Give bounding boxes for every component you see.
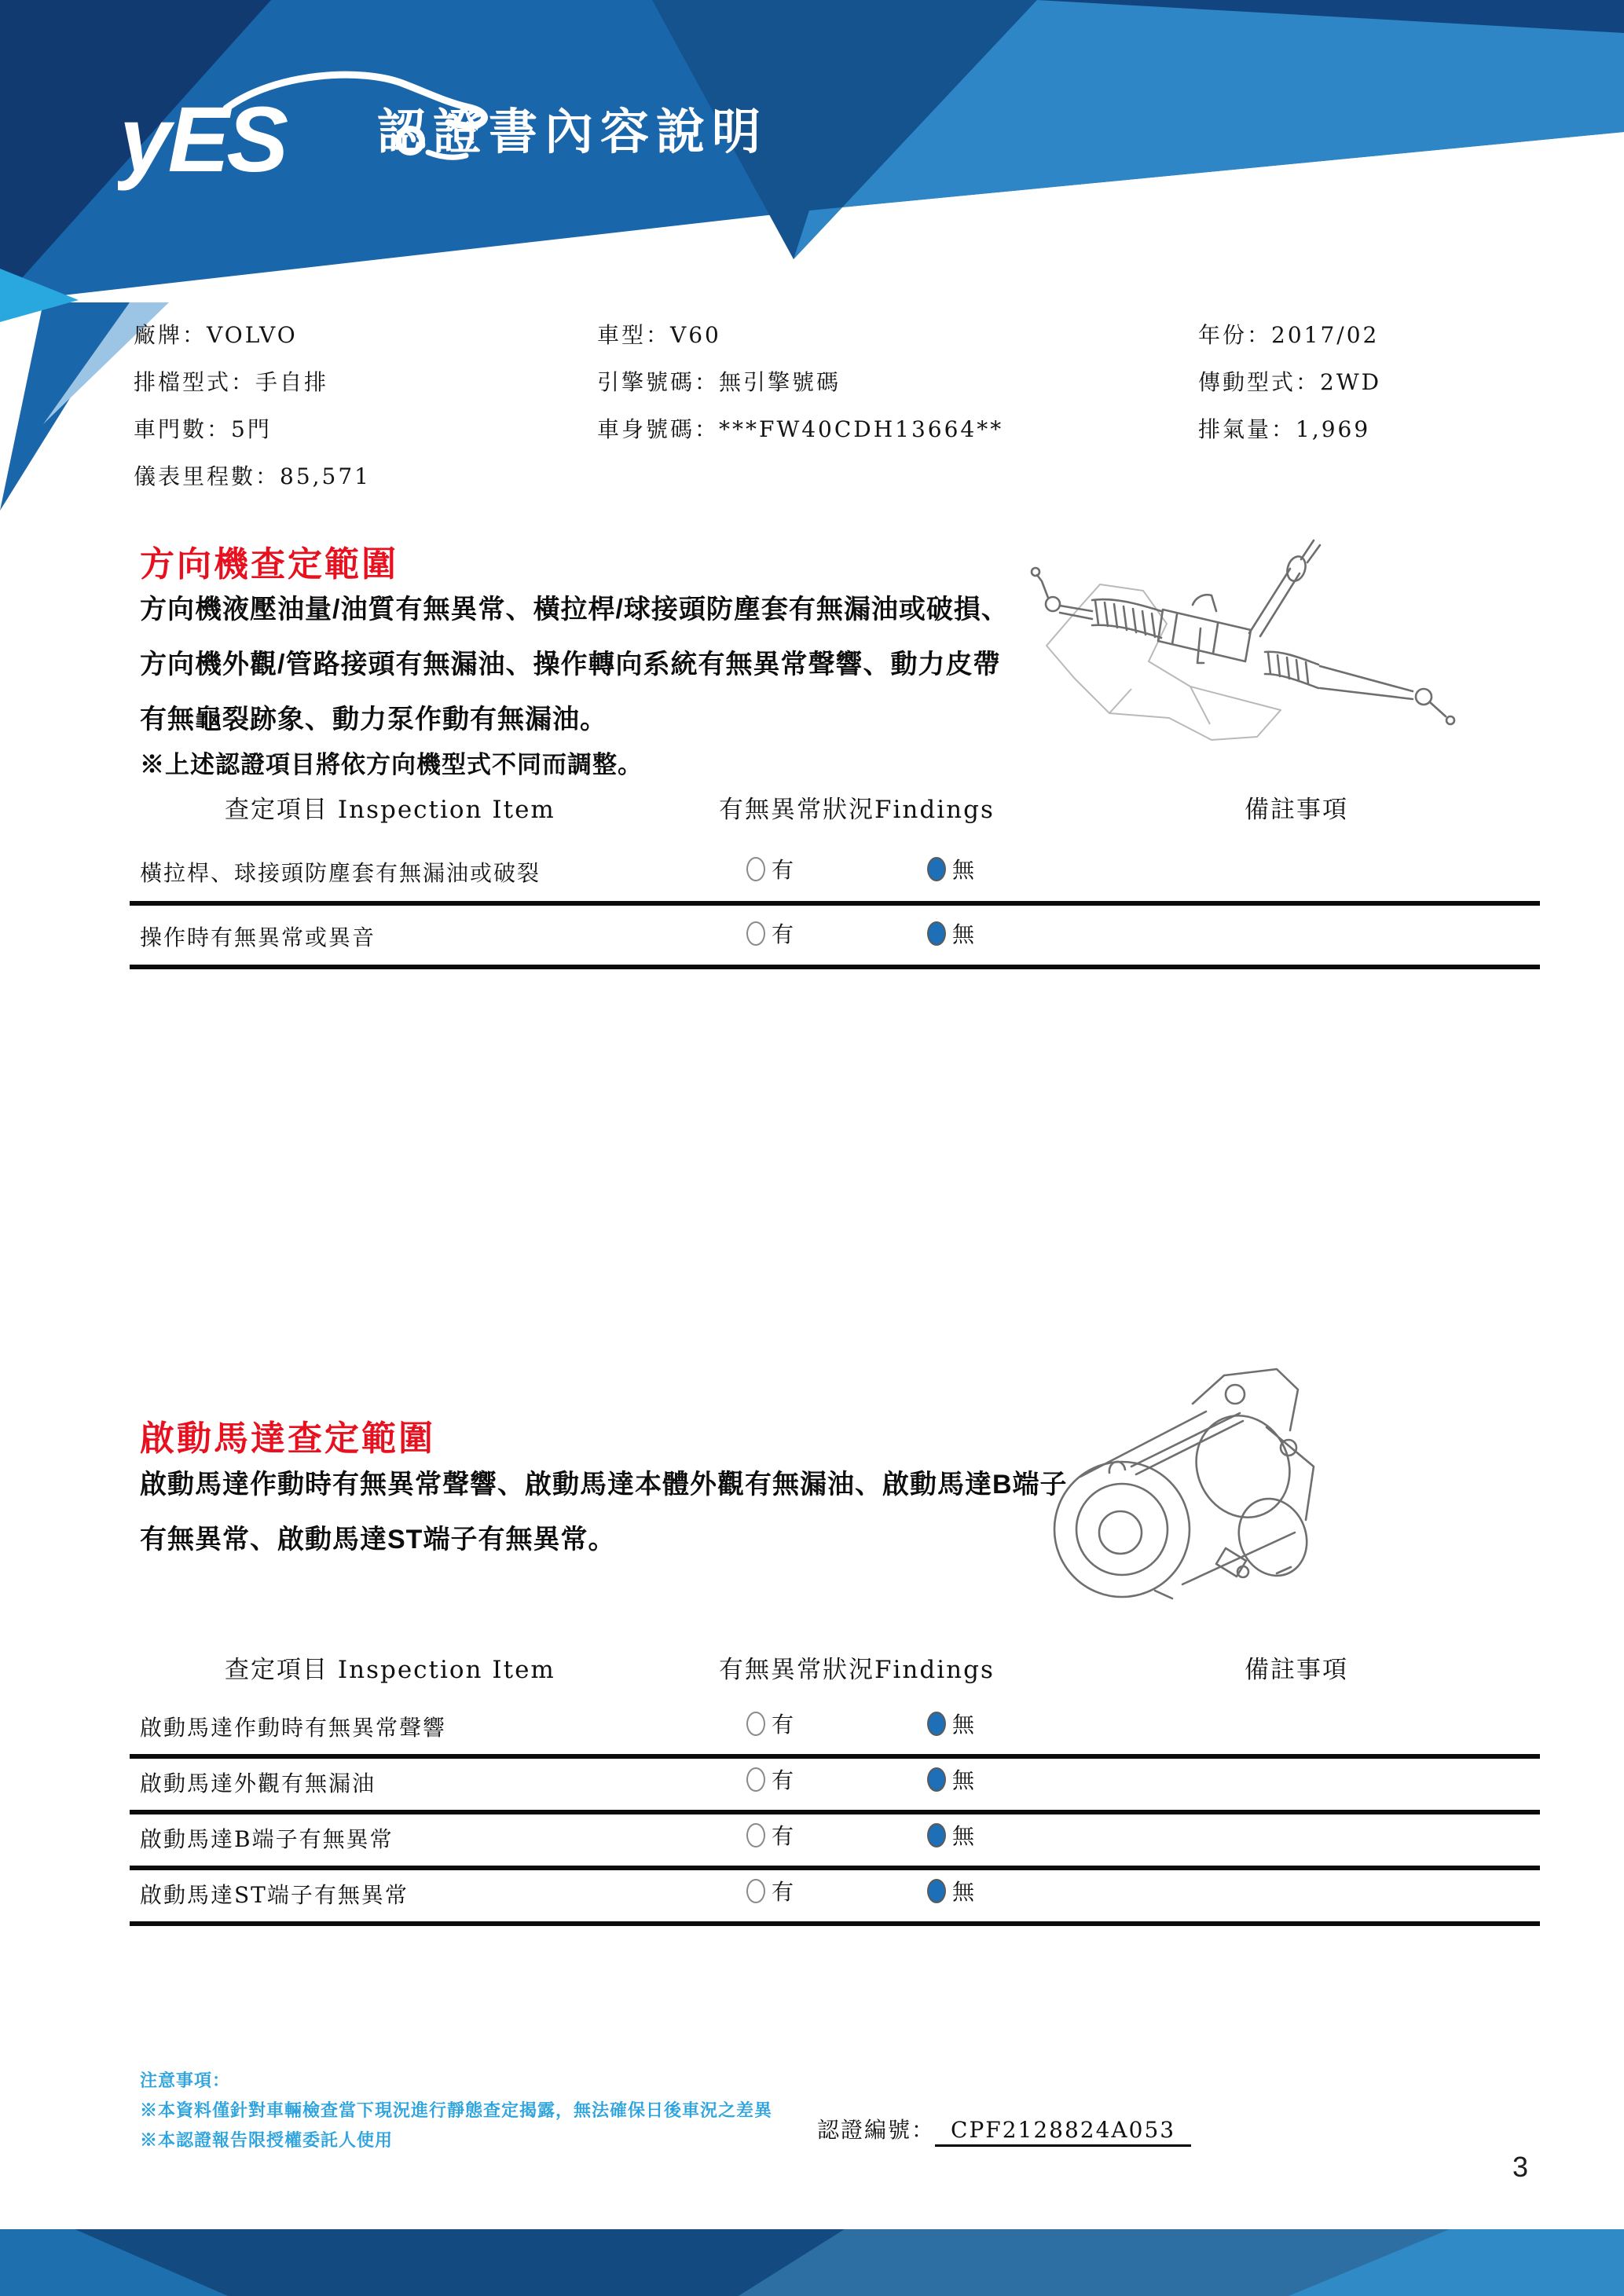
radio-option-yes[interactable]: 有 <box>746 1819 794 1851</box>
inspection-item-label: 啟動馬達作動時有無異常聲響 <box>140 1715 447 1741</box>
certificate-number <box>817 2113 1191 2144</box>
steering-adjust-note: ※上述認證項目將依方向機型式不同而調整。 <box>140 751 643 778</box>
radio-selected-icon[interactable] <box>927 921 946 946</box>
radio-unselected-icon[interactable] <box>746 1823 765 1847</box>
steering-desc-line: 方向機液壓油量/油質有無異常、橫拉桿/球接頭防塵套有無漏油或破損、 <box>140 595 1009 624</box>
column-header-findings: 有無異常狀況Findings <box>719 796 995 824</box>
row-divider <box>130 901 1540 906</box>
steering-desc-line: 方向機外觀/管路接頭有無漏油、操作轉向系統有無異常聲響、動力皮帶 <box>140 650 1001 679</box>
radio-option-no[interactable]: 無 <box>927 1819 974 1851</box>
row-divider <box>130 1866 1540 1870</box>
radio-option-no[interactable]: 無 <box>927 853 974 884</box>
radio-selected-icon[interactable] <box>927 857 946 881</box>
radio-option-no[interactable]: 無 <box>927 1763 974 1795</box>
radio-option-no[interactable]: 無 <box>927 917 974 949</box>
notice-line: ※本資料僅針對車輛檢查當下現況進行靜態查定揭露，無法確保日後車況之差異 <box>140 2100 773 2120</box>
radio-option-yes[interactable]: 有 <box>746 853 794 884</box>
inspection-item-label: 啟動馬達B端子有無異常 <box>140 1826 394 1852</box>
info-brand: 廠牌：VOLVO <box>134 322 298 348</box>
column-header-findings: 有無異常狀況Findings <box>719 1656 995 1684</box>
svg-text:yES: yES <box>119 88 286 192</box>
column-header-item: 查定項目 Inspection Item <box>225 796 555 824</box>
info-model: 車型：V60 <box>597 322 721 348</box>
certificate-number-label: 認證編號： <box>817 2117 936 2143</box>
info-drive-type: 傳動型式：2WD <box>1198 369 1382 395</box>
starter-motor-illustration <box>1037 1355 1351 1606</box>
inspection-item-label: 橫拉桿、球接頭防塵套有無漏油或破裂 <box>140 860 541 886</box>
certificate-number-value: CPF2128824A053 <box>935 2117 1191 2147</box>
info-transmission: 排檔型式：手自排 <box>134 369 329 395</box>
column-header-remarks: 備註事項 <box>1245 796 1348 824</box>
notice-line: ※本認證報告限授權委託人使用 <box>140 2130 394 2150</box>
radio-unselected-icon[interactable] <box>746 1712 765 1736</box>
inspection-item-label: 操作時有無異常或異音 <box>140 925 376 950</box>
radio-selected-icon[interactable] <box>927 1712 946 1736</box>
starter-desc-line: 啟動馬達作動時有無異常聲響、啟動馬達本體外觀有無漏油、啟動馬達B端子 <box>140 1470 1068 1500</box>
steering-section-heading: 方向機查定範圍 <box>140 545 398 584</box>
info-displacement: 排氣量：1,969 <box>1198 416 1371 442</box>
row-divider <box>130 1810 1540 1814</box>
row-divider <box>130 1754 1540 1759</box>
info-engine-number: 引擎號碼：無引擎號碼 <box>597 369 841 395</box>
radio-option-no[interactable]: 無 <box>927 1708 974 1739</box>
info-year: 年份：2017/02 <box>1198 322 1380 348</box>
inspection-item-label: 啟動馬達ST端子有無異常 <box>140 1882 409 1908</box>
radio-unselected-icon[interactable] <box>746 921 765 946</box>
steering-rack-illustration <box>1014 528 1469 752</box>
info-vin: 車身號碼：***FW40CDH13664** <box>597 416 1004 442</box>
radio-option-yes[interactable]: 有 <box>746 1875 794 1906</box>
page-number: 3 <box>1512 2151 1529 2183</box>
radio-selected-icon[interactable] <box>927 1879 946 1903</box>
starter-desc-line: 有無異常、啟動馬達ST端子有無異常。 <box>140 1525 616 1554</box>
row-divider <box>130 1921 1540 1926</box>
inspection-item-label: 啟動馬達外觀有無漏油 <box>140 1771 376 1796</box>
radio-selected-icon[interactable] <box>927 1823 946 1847</box>
radio-option-no[interactable]: 無 <box>927 1875 974 1906</box>
radio-option-yes[interactable]: 有 <box>746 1708 794 1739</box>
notice-title: 注意事項： <box>140 2071 231 2090</box>
row-divider <box>130 965 1540 969</box>
radio-unselected-icon[interactable] <box>746 1879 765 1903</box>
radio-option-yes[interactable]: 有 <box>746 1763 794 1795</box>
column-header-item: 查定項目 Inspection Item <box>225 1656 555 1684</box>
radio-selected-icon[interactable] <box>927 1767 946 1792</box>
radio-unselected-icon[interactable] <box>746 1767 765 1792</box>
info-doors: 車門數：5門 <box>134 416 272 442</box>
radio-option-yes[interactable]: 有 <box>746 917 794 949</box>
page-title: 認證書內容說明 <box>377 105 768 159</box>
steering-desc-line: 有無龜裂跡象、動力泵作動有無漏油。 <box>140 705 607 734</box>
starter-section-heading: 啟動馬達查定範圍 <box>140 1419 435 1458</box>
column-header-remarks: 備註事項 <box>1245 1656 1348 1684</box>
info-mileage: 儀表里程數：85,571 <box>134 463 371 489</box>
footer-band-graphic <box>0 2229 1624 2296</box>
radio-unselected-icon[interactable] <box>746 857 765 881</box>
